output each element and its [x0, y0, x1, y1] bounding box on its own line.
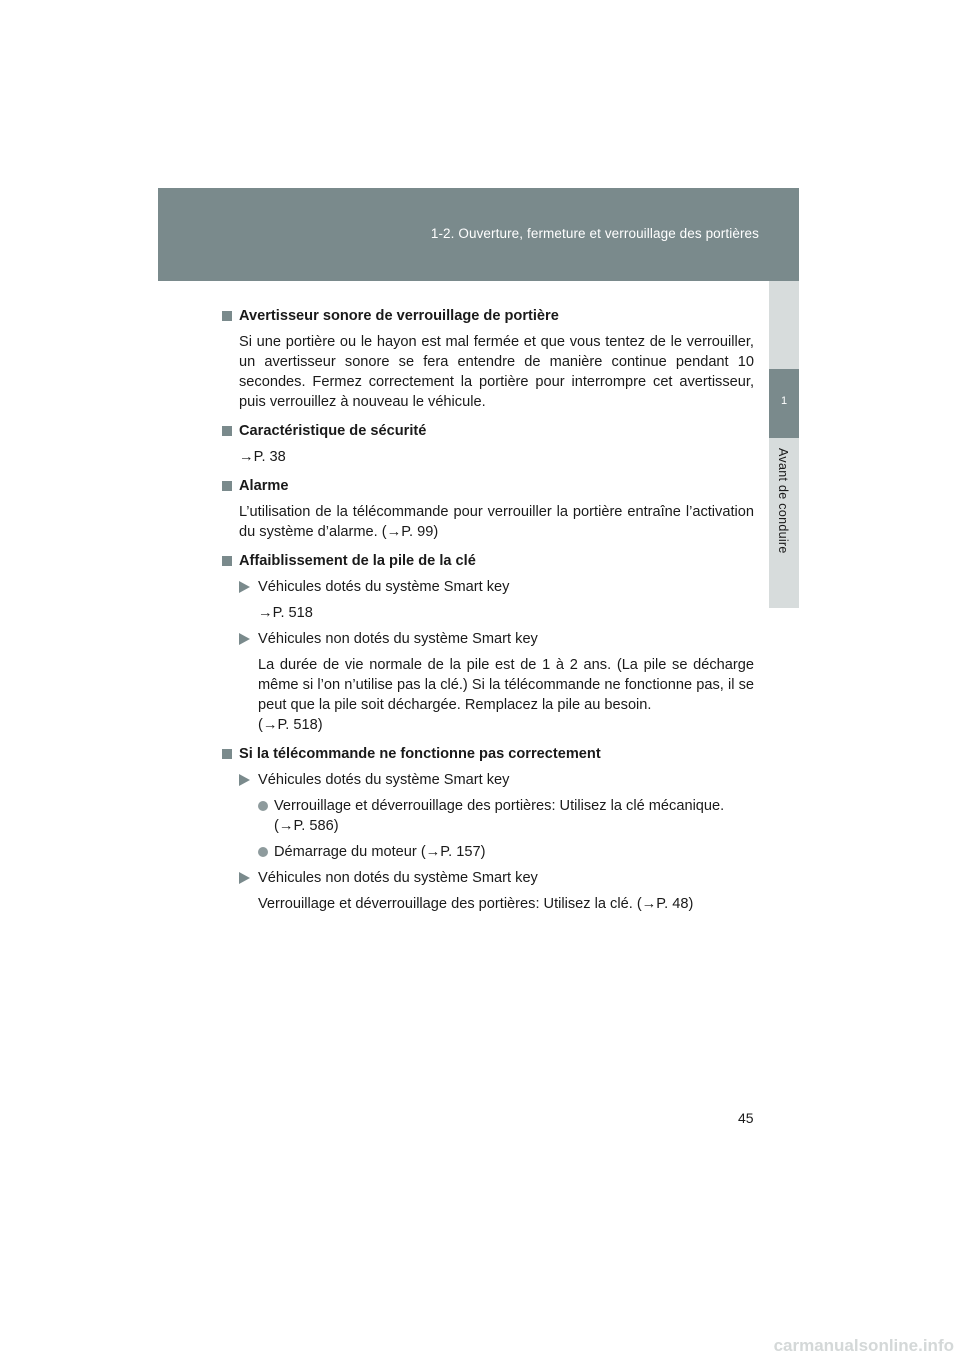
list-item: Véhicules non dotés du système Smart key [222, 868, 754, 888]
header-band [158, 188, 799, 281]
page-reference: (→P. 586) [274, 818, 339, 834]
paragraph: La durée de vie normale de la pile est de 1 à 2 ans. (La pile se décharge même si l’on n’utilise pas la clé.) Si la télécommande ne fonctionne pas, il se peut que la pile soit déchargée. Remplacez la pile au besoin. (→P. 518) [258, 657, 754, 733]
chapter-tab [769, 369, 799, 438]
chapter-number: 1 [780, 395, 788, 407]
section-header-title: 1-2. Ouverture, fermeture et verrouillage des portières [430, 226, 759, 241]
section-heading: Si la télécommande ne fonctionne pas correctement [222, 744, 754, 764]
chapter-label: Avant de conduire [776, 448, 790, 554]
section-heading: Affaiblissement de la pile de la clé [222, 551, 754, 571]
content [222, 306, 754, 914]
square-bullet-icon [222, 311, 232, 321]
page-reference: (→P. 518) [258, 717, 323, 733]
list-item: Verrouillage et déverrouillage des portières: Utilisez la clé mécanique. (→P. 586) [222, 796, 754, 836]
list-item: Véhicules non dotés du système Smart key [222, 629, 754, 649]
square-bullet-icon [222, 426, 232, 436]
list-item: Véhicules dotés du système Smart key [222, 577, 754, 597]
page-reference: →P. 38 [239, 449, 286, 465]
side-tab-top [769, 281, 799, 369]
triangle-bullet-icon [239, 774, 250, 786]
section-heading: Caractéristique de sécurité [222, 421, 754, 441]
square-bullet-icon [222, 749, 232, 759]
square-bullet-icon [222, 556, 232, 566]
circle-bullet-icon [258, 801, 268, 811]
watermark: carmanualsonline.info [773, 1336, 954, 1355]
triangle-bullet-icon [239, 581, 250, 593]
section-heading: Alarme [222, 476, 754, 496]
triangle-bullet-icon [239, 872, 250, 884]
circle-bullet-icon [258, 847, 268, 857]
list-item: Véhicules dotés du système Smart key [222, 770, 754, 790]
page-number: 45 [738, 1110, 754, 1126]
section-heading: Avertisseur sonore de verrouillage de portière [222, 306, 754, 326]
paragraph: Si une portière ou le hayon est mal fermée et que vous tentez de le verrouiller, un avertisseur sonore se fera entendre de manière continue pendant 10 secondes. Fermez correctement la portière pour interrompre cet avertisseur, puis verrouillez à nouveau le véhicule. [239, 334, 754, 410]
triangle-bullet-icon [239, 633, 250, 645]
paragraph: L’utilisation de la télécommande pour verrouiller la portière entraîne l’activation du système d’alarme. (→P. 99) [239, 504, 754, 540]
page-reference: →P. 518 [258, 605, 313, 621]
list-item: Démarrage du moteur (→P. 157) [222, 842, 754, 862]
square-bullet-icon [222, 481, 232, 491]
paragraph: Verrouillage et déverrouillage des portières: Utilisez la clé. (→P. 48) [258, 896, 694, 912]
